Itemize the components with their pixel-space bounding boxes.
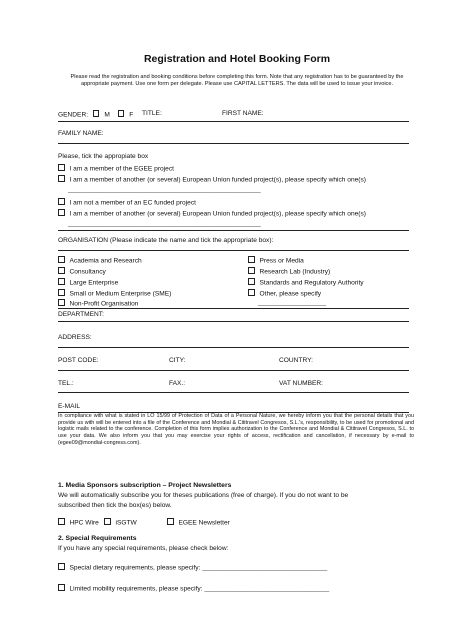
address-label: ADDRESS: [58, 334, 92, 341]
special-requirements-heading: 2. Special Requirements [58, 535, 137, 542]
project-option-label: I am a member of the EGEE project [69, 165, 174, 173]
dietary-specify-line[interactable]: ___________________________________ [202, 564, 328, 572]
dietary-requirements-option[interactable] [58, 563, 327, 572]
org-option-label: Press or Media [259, 257, 304, 265]
newsletters-text-line1: We will automatically subscribe you for theses publications (free of charge). If you do not want to be [58, 492, 349, 499]
form-intro: Please read the registration and booking conditions before completing this form. Note that any registration has to be guaranteed by the appropriate payment. Use one form per delegate. Please use CAPITAL LETTERS. The data will be used to issue your invoice. [70, 74, 404, 87]
checkbox[interactable] [58, 584, 65, 591]
gender-field [58, 110, 133, 119]
org-option-label: Academia and Research [69, 257, 142, 265]
checkbox[interactable] [58, 518, 65, 525]
org-other-specify-line[interactable]: ___________________ [258, 299, 326, 306]
newsletter-option-egee[interactable] [167, 518, 230, 527]
post-code-label: POST CODE: [58, 357, 99, 364]
department-label: DEPARTMENT: [58, 311, 104, 318]
checkbox[interactable] [58, 209, 65, 216]
specify-project-line[interactable]: ______________________________________________________ [68, 186, 261, 193]
mobility-specify-line[interactable]: ___________________________________ [204, 585, 330, 593]
gender-m-checkbox[interactable] [93, 110, 100, 117]
org-option-academia[interactable] [58, 256, 142, 265]
divider [58, 143, 409, 144]
fax-label: FAX.: [169, 380, 186, 387]
newsletter-option-label: iSGTW [115, 519, 137, 527]
checkbox[interactable] [167, 518, 174, 525]
newsletter-option-isgtw[interactable] [104, 518, 137, 527]
vat-number-label: VAT NUMBER: [279, 380, 323, 387]
mobility-label: Limited mobility requirements, please specify: [69, 585, 203, 593]
newsletters-text-line2: subscribed then tick the box(es) below. [58, 502, 172, 509]
dietary-label: Special dietary requirements, please specify: [69, 564, 201, 572]
org-option-label: Research Lab (Industry) [259, 268, 331, 276]
specify-project-line-2[interactable]: ______________________________________________________ [68, 220, 261, 227]
divider [58, 121, 409, 122]
checkbox[interactable] [58, 278, 65, 285]
divider [58, 370, 409, 371]
divider [58, 230, 409, 231]
gender-m-label: M [104, 111, 110, 119]
checkbox[interactable] [58, 256, 65, 263]
org-option-consultancy[interactable] [58, 267, 106, 276]
tick-instruction: Please, tick the appropiate box [58, 153, 149, 160]
newsletters-heading: 1. Media Sponsors subscription – Project Newsletters [58, 482, 232, 489]
org-option-press[interactable] [248, 256, 304, 265]
org-option-label: Small or Medium Enterprise (SME) [69, 290, 172, 298]
project-option-other-eu[interactable] [58, 175, 366, 184]
org-option-large-enterprise[interactable] [58, 278, 118, 287]
newsletter-option-label: HPC Wire [69, 519, 99, 527]
checkbox[interactable] [104, 518, 111, 525]
special-requirements-intro: If you have any special requirements, please check below: [58, 545, 229, 552]
gender-label: GENDER: [58, 111, 89, 119]
gender-f-checkbox[interactable] [118, 110, 125, 117]
org-option-standards[interactable] [248, 278, 364, 287]
checkbox[interactable] [58, 299, 65, 306]
checkbox[interactable] [58, 563, 65, 570]
project-option-not-ec[interactable] [58, 198, 196, 207]
project-option-label: I am not a member of an EC funded project [69, 199, 196, 207]
project-option-label: I am a member of another (or several) European Union funded project(s), please specify which one(s) [69, 176, 366, 184]
form-title: Registration and Hotel Booking Form [143, 53, 331, 65]
divider [58, 250, 409, 251]
title-label: TITLE: [142, 110, 162, 117]
org-option-label: Standards and Regulatory Authority [259, 279, 364, 287]
first-name-label: FIRST NAME: [222, 110, 264, 117]
project-option-other-eu-2[interactable] [58, 209, 366, 218]
checkbox[interactable] [58, 164, 65, 171]
divider [58, 321, 409, 322]
org-option-research-lab[interactable] [248, 267, 330, 276]
country-label: COUNTRY: [279, 357, 313, 364]
email-label: E-MAIL [58, 403, 80, 410]
org-option-label: Non-Profit Organisation [69, 300, 139, 308]
project-option-label: I am a member of another (or several) European Union funded project(s), please specify which one(s) [69, 210, 366, 218]
project-option-egee[interactable] [58, 164, 174, 173]
checkbox[interactable] [248, 278, 255, 285]
family-name-label: FAMILY NAME: [58, 130, 104, 137]
checkbox[interactable] [248, 289, 255, 296]
tel-label: TEL.: [58, 380, 74, 387]
city-label: CITY: [169, 357, 186, 364]
newsletter-option-label: EGEE Newsletter [178, 519, 230, 527]
divider [58, 308, 409, 309]
org-option-label: Consultancy [69, 268, 106, 276]
org-option-label: Large Enterprise [69, 279, 119, 287]
data-protection-notice: In compliance with what is stated in LO 15/99 of Protection of Data of a Personal Nature, we hereby inform you that the personal details that you provide us with will be entered into a file of the Conference and Mondial & Cititravel Congresos, S.L.'s, responsibility, to be used for promotional and logistic mails related to the conference. Completion of this form implies authorization to the Conference and Mondial & Cititravel Congresos, S.L. to use your data. We also inform you that you may exercise your rights of access, rectification and cancellation, if necessary by e-mail to (egee09@mondial-congress.com). [58, 413, 414, 446]
mobility-requirements-option[interactable] [58, 584, 329, 593]
organisation-label: ORGANISATION (Please indicate the name and tick the appropriate box): [58, 237, 274, 244]
divider [58, 347, 409, 348]
checkbox[interactable] [58, 175, 65, 182]
checkbox[interactable] [58, 289, 65, 296]
checkbox[interactable] [248, 256, 255, 263]
newsletter-option-hpc-wire[interactable] [58, 518, 99, 527]
org-option-sme[interactable] [58, 289, 171, 298]
org-option-label: Other, please specify [259, 290, 322, 298]
checkbox[interactable] [58, 267, 65, 274]
org-option-other[interactable] [248, 289, 321, 298]
checkbox[interactable] [248, 267, 255, 274]
checkbox[interactable] [58, 198, 65, 205]
gender-f-label: F [129, 111, 134, 119]
org-option-non-profit[interactable] [58, 299, 138, 308]
divider [58, 392, 409, 393]
